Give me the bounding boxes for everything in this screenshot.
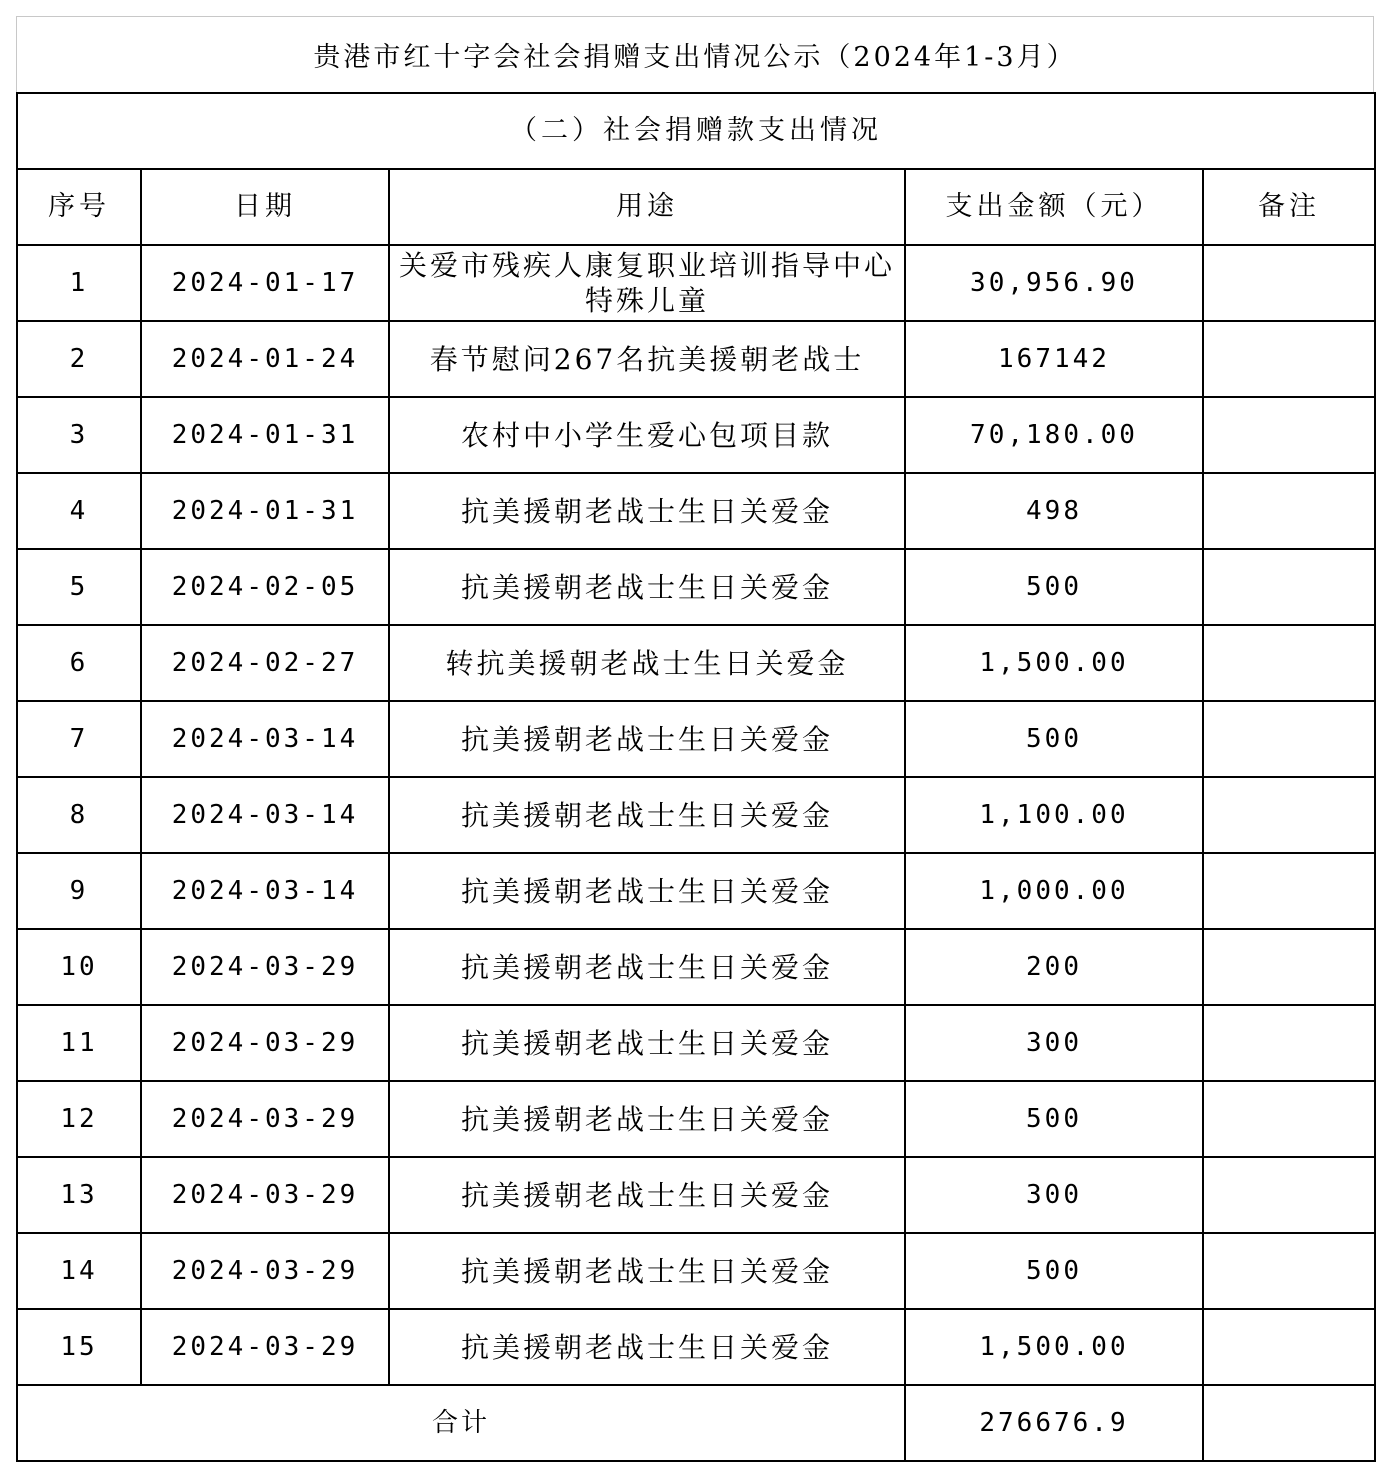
- table-row: [17, 245, 1375, 321]
- cell-remark: [1203, 473, 1375, 549]
- cell-amount: 1,500.00: [905, 1309, 1203, 1385]
- cell-date: 2024-01-24: [141, 321, 389, 397]
- total-row: [17, 1385, 1375, 1461]
- cell-amount: 1,000.00: [905, 853, 1203, 929]
- cell-date: 2024-02-05: [141, 549, 389, 625]
- table-row: [17, 1309, 1375, 1385]
- cell-remark: [1203, 1081, 1375, 1157]
- table-row: [17, 1081, 1375, 1157]
- cell-date: 2024-03-14: [141, 701, 389, 777]
- cell-amount: 500: [905, 549, 1203, 625]
- cell-remark: [1203, 853, 1375, 929]
- cell-date: 2024-03-14: [141, 853, 389, 929]
- header-row: [17, 169, 1375, 245]
- cell-purpose: 抗美援朝老战士生日关爱金: [389, 929, 905, 1005]
- cell-date: 2024-01-31: [141, 473, 389, 549]
- cell-purpose: 抗美援朝老战士生日关爱金: [389, 1081, 905, 1157]
- cell-date: 2024-03-29: [141, 1233, 389, 1309]
- table-body: [17, 93, 1375, 1461]
- cell-seq: 7: [17, 701, 141, 777]
- cell-remark: [1203, 397, 1375, 473]
- table-row: [17, 625, 1375, 701]
- donation-expenditure-sheet: [16, 16, 1374, 1462]
- cell-seq: 6: [17, 625, 141, 701]
- table-row: [17, 929, 1375, 1005]
- cell-seq: 12: [17, 1081, 141, 1157]
- cell-date: 2024-03-29: [141, 1157, 389, 1233]
- table-row: [17, 1157, 1375, 1233]
- cell-remark: [1203, 1309, 1375, 1385]
- cell-purpose: 抗美援朝老战士生日关爱金: [389, 1157, 905, 1233]
- table-row: [17, 321, 1375, 397]
- total-amount: 276676.9: [905, 1385, 1203, 1461]
- cell-seq: 15: [17, 1309, 141, 1385]
- cell-remark: [1203, 625, 1375, 701]
- cell-seq: 9: [17, 853, 141, 929]
- cell-date: 2024-02-27: [141, 625, 389, 701]
- cell-date: 2024-01-31: [141, 397, 389, 473]
- cell-purpose: 转抗美援朝老战士生日关爱金: [389, 625, 905, 701]
- cell-seq: 10: [17, 929, 141, 1005]
- header-purpose: 用途: [389, 169, 905, 245]
- section-subtitle: （二）社会捐赠款支出情况: [17, 93, 1375, 169]
- table-row: [17, 549, 1375, 625]
- cell-amount: 500: [905, 701, 1203, 777]
- cell-seq: 2: [17, 321, 141, 397]
- table-row: [17, 701, 1375, 777]
- header-remark: 备注: [1203, 169, 1375, 245]
- table-row: [17, 1233, 1375, 1309]
- cell-date: 2024-03-29: [141, 1081, 389, 1157]
- cell-seq: 4: [17, 473, 141, 549]
- cell-purpose: 抗美援朝老战士生日关爱金: [389, 777, 905, 853]
- cell-amount: 500: [905, 1081, 1203, 1157]
- table-row: [17, 473, 1375, 549]
- header-seq: 序号: [17, 169, 141, 245]
- table-row: [17, 777, 1375, 853]
- cell-purpose: 抗美援朝老战士生日关爱金: [389, 1233, 905, 1309]
- cell-purpose: 抗美援朝老战士生日关爱金: [389, 549, 905, 625]
- cell-remark: [1203, 321, 1375, 397]
- cell-seq: 14: [17, 1233, 141, 1309]
- cell-seq: 13: [17, 1157, 141, 1233]
- total-remark: [1203, 1385, 1375, 1461]
- cell-remark: [1203, 1005, 1375, 1081]
- cell-amount: 300: [905, 1157, 1203, 1233]
- cell-seq: 5: [17, 549, 141, 625]
- cell-remark: [1203, 1157, 1375, 1233]
- table-row: [17, 397, 1375, 473]
- cell-amount: 498: [905, 473, 1203, 549]
- cell-purpose: 抗美援朝老战士生日关爱金: [389, 473, 905, 549]
- cell-seq: 11: [17, 1005, 141, 1081]
- cell-amount: 1,500.00: [905, 625, 1203, 701]
- cell-date: 2024-03-29: [141, 929, 389, 1005]
- cell-remark: [1203, 777, 1375, 853]
- cell-date: 2024-03-29: [141, 1005, 389, 1081]
- cell-purpose: 春节慰问267名抗美援朝老战士: [389, 321, 905, 397]
- cell-purpose: 农村中小学生爱心包项目款: [389, 397, 905, 473]
- cell-purpose: 抗美援朝老战士生日关爱金: [389, 1309, 905, 1385]
- cell-purpose: 关爱市残疾人康复职业培训指导中心特殊儿童: [389, 245, 905, 321]
- cell-date: 2024-03-14: [141, 777, 389, 853]
- cell-seq: 8: [17, 777, 141, 853]
- cell-remark: [1203, 549, 1375, 625]
- document-title: 贵港市红十字会社会捐赠支出情况公示（2024年1-3月）: [16, 16, 1374, 92]
- cell-date: 2024-03-29: [141, 1309, 389, 1385]
- cell-remark: [1203, 245, 1375, 321]
- cell-purpose: 抗美援朝老战士生日关爱金: [389, 701, 905, 777]
- cell-amount: 30,956.90: [905, 245, 1203, 321]
- subtitle-row: [17, 93, 1375, 169]
- expenditure-table: [16, 92, 1376, 1462]
- cell-purpose: 抗美援朝老战士生日关爱金: [389, 853, 905, 929]
- cell-amount: 200: [905, 929, 1203, 1005]
- cell-seq: 3: [17, 397, 141, 473]
- cell-date: 2024-01-17: [141, 245, 389, 321]
- header-amount: 支出金额（元）: [905, 169, 1203, 245]
- cell-seq: 1: [17, 245, 141, 321]
- cell-purpose: 抗美援朝老战士生日关爱金: [389, 1005, 905, 1081]
- cell-remark: [1203, 929, 1375, 1005]
- table-row: [17, 1005, 1375, 1081]
- cell-remark: [1203, 1233, 1375, 1309]
- cell-amount: 70,180.00: [905, 397, 1203, 473]
- header-date: 日期: [141, 169, 389, 245]
- cell-amount: 167142: [905, 321, 1203, 397]
- cell-amount: 300: [905, 1005, 1203, 1081]
- cell-amount: 1,100.00: [905, 777, 1203, 853]
- table-row: [17, 853, 1375, 929]
- cell-amount: 500: [905, 1233, 1203, 1309]
- total-label: 合计: [17, 1385, 905, 1461]
- cell-remark: [1203, 701, 1375, 777]
